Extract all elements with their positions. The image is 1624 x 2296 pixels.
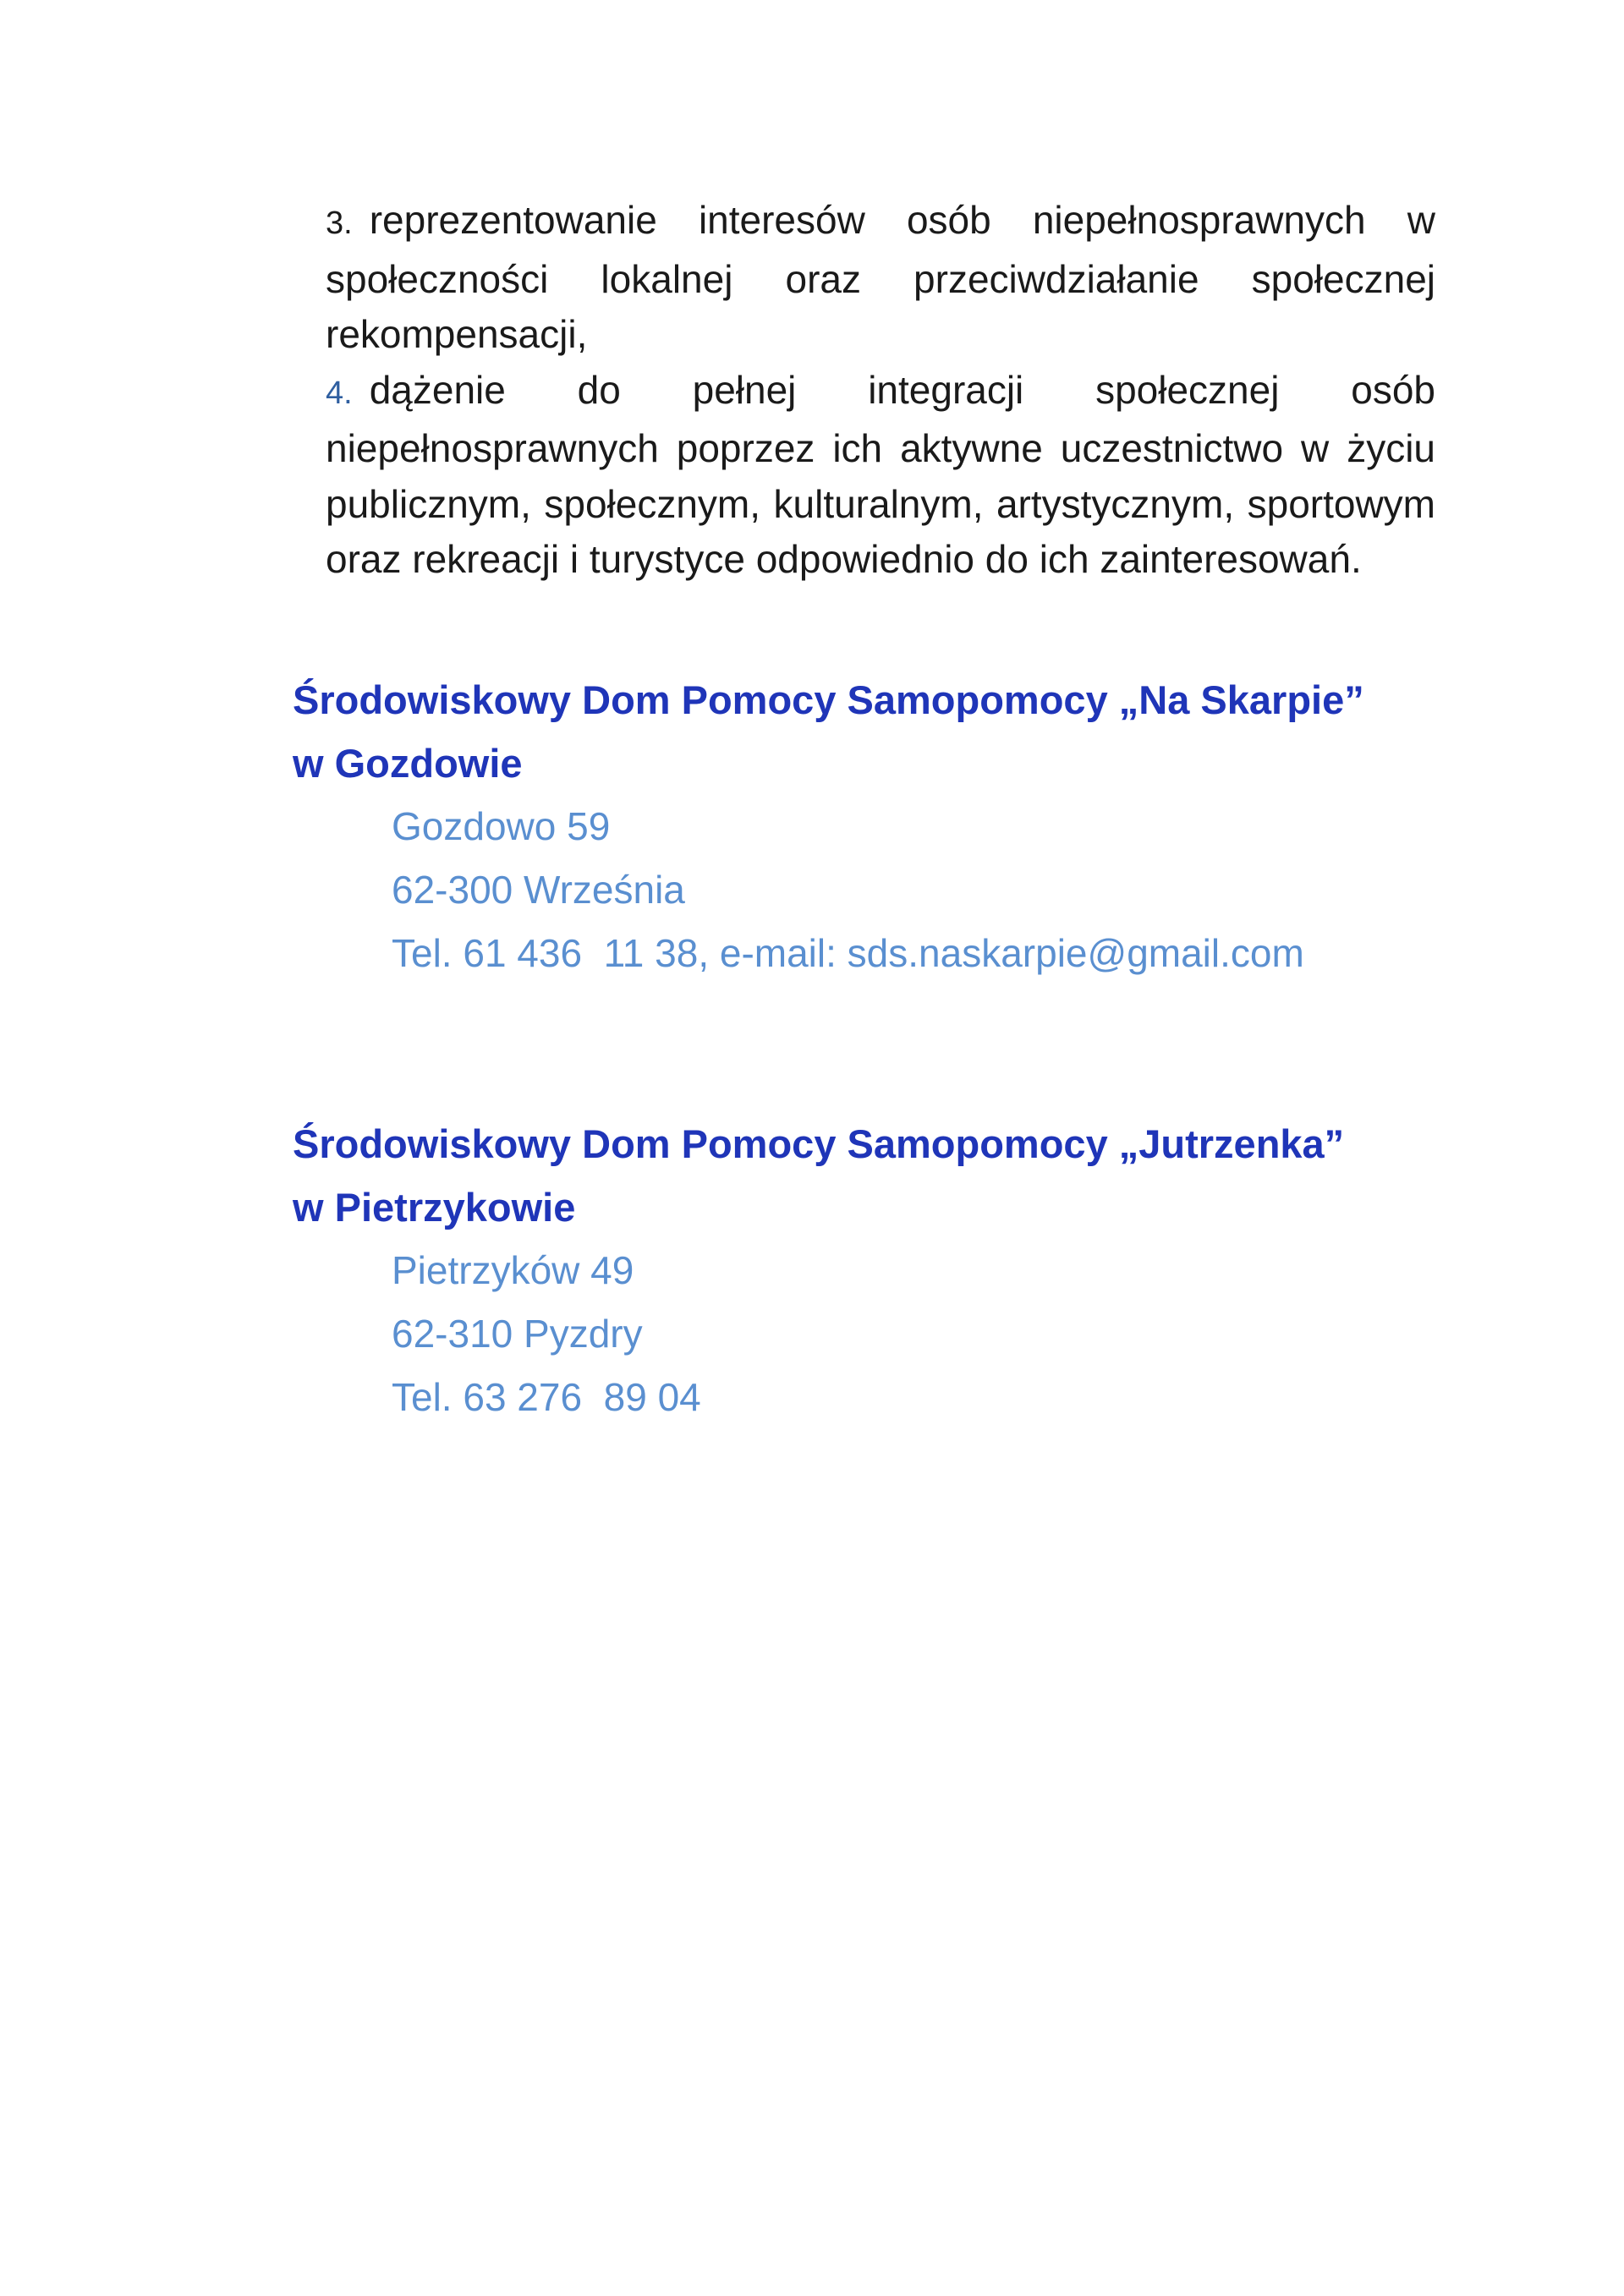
- organization-contact: Tel. 61 436 11 38, e-mail: sds.naskarpie@gmail.com: [392, 931, 1304, 975]
- organization-title-line1: Środowiskowy Dom Pomocy Samopomocy „Jutrzenka”: [293, 1121, 1345, 1166]
- organization-block-na-skarpie: [293, 668, 1477, 985]
- organization-details: [392, 1239, 1477, 1429]
- list-item: [326, 193, 1435, 363]
- organization-title-line2: w Gozdowie: [293, 741, 523, 786]
- list-item-text: dążenie do pełnej integracji społecznej osób niepełnosprawnych poprzez ich aktywne uczestnictwo w życiu publicznym, społecznym, kulturalnym, artystycznym, sportowym oraz rekreacji i turystyce odpowiednio do ich zainteresowań.: [326, 367, 1435, 581]
- organization-details: [392, 795, 1477, 985]
- organization-title-line2: w Pietrzykowie: [293, 1185, 576, 1230]
- organization-address: Pietrzyków 49: [392, 1248, 634, 1292]
- organization-address: Gozdowo 59: [392, 804, 611, 848]
- list-item-text: reprezentowanie interesów osób niepełnosprawnych w społeczności lokalnej oraz przeciwdziałanie społecznej rekompensacji,: [326, 198, 1435, 356]
- organization-city: 62-310 Pyzdry: [392, 1312, 643, 1356]
- list-item: [326, 363, 1435, 588]
- organization-title: [293, 1112, 1477, 1239]
- organization-city: 62-300 Września: [392, 868, 685, 912]
- organization-contact: Tel. 63 276 89 04: [392, 1375, 701, 1419]
- organization-title: [293, 668, 1477, 795]
- organization-block-jutrzenka: [293, 1112, 1477, 1429]
- list-item-number: 4.: [326, 375, 353, 411]
- organization-title-line1: Środowiskowy Dom Pomocy Samopomocy „Na Skarpie”: [293, 677, 1364, 722]
- objectives-list: [326, 193, 1435, 588]
- list-item-number: 3.: [326, 205, 353, 241]
